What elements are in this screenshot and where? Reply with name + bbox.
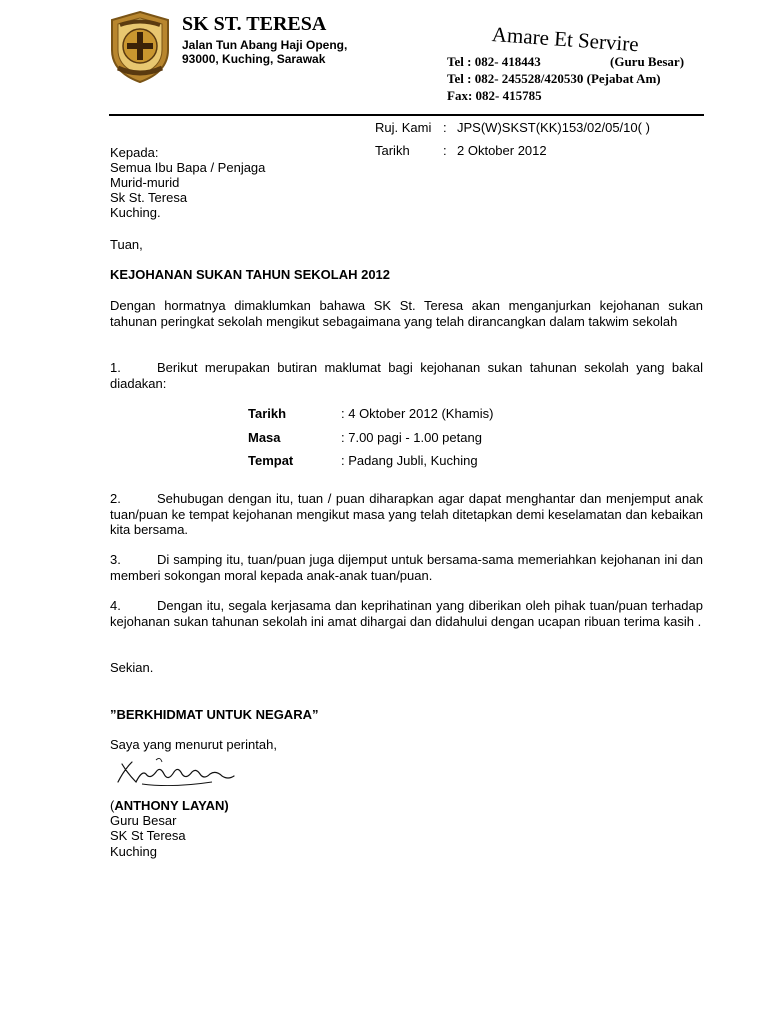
paragraph-4 [110,598,703,629]
paragraph-number: 1. [110,360,121,375]
paragraph-text: Di samping itu, tuan/puan juga dijemput untuk bersama-sama memeriahkan kejohanan ini dan memberi sokongan moral kepada anak-anak tuan/puan. [110,552,703,583]
signatory-title: Guru Besar [110,813,177,828]
recipient-line: Semua Ibu Bapa / Penjaga [110,160,266,175]
signatory-name: (ANTHONY LAYAN) [110,798,229,813]
address-line-1: Jalan Tun Abang Haji Openg, [182,38,348,52]
paragraph-text: Berikut merupakan butiran maklumat bagi kejohanan sukan tahunan sekolah yang bakal diadakan: [110,360,703,391]
ref-colon: : [443,120,447,135]
tel-office: Tel : 082- 245528/420530 (Pejabat Am) [447,71,661,86]
date-value: 2 Oktober 2012 [457,143,547,158]
date-colon: : [443,143,447,158]
paragraph-text: Dengan itu, segala kerjasama dan keprihatinan yang diberikan oleh pihak tuan/puan terhadap kejohanan sukan tahunan sekolah ini amat dihargai dan didahului dengan ucapan ribuan terima kasih . [110,598,703,629]
event-venue-label: Tempat [248,453,294,468]
school-motto: Amare Et Servire [491,22,640,57]
ref-value: JPS(W)SKST(KK)153/02/05/10( ) [457,120,650,135]
paragraph-3 [110,552,703,583]
closing-sekian: Sekian. [110,660,154,675]
recipient-line: Sk St. Teresa [110,190,188,205]
signatory-city: Kuching [110,844,157,859]
intro-paragraph: Dengan hormatnya dimaklumkan bahawa SK St. Teresa akan menganjurkan kejohanan sukan tahunan peringkat sekolah mengikut sebagaimana yang telah dirancangkan dalam takwim sekolah [110,298,703,329]
paragraph-1 [110,360,703,391]
paragraph-number: 3. [110,552,121,567]
closing-slogan: ”BERKHIDMAT UNTUK NEGARA” [110,707,319,722]
signatory-school: SK St Teresa [110,828,186,843]
date-label: Tarikh [375,143,410,158]
event-time-value: : 7.00 pagi - 1.00 petang [341,430,482,445]
paragraph-number: 2. [110,491,121,506]
handwritten-signature [112,752,252,792]
paragraph-2 [110,491,703,538]
tel-headmaster: Tel : 082- 418443 [447,54,541,69]
school-name: SK ST. TERESA [182,13,327,35]
event-date-value: : 4 Oktober 2012 (Khamis) [341,406,494,421]
ref-label: Ruj. Kami [375,120,432,135]
recipient-line: Kuching. [110,205,161,220]
closing-phrase: Saya yang menurut perintah, [110,737,277,752]
address-line-2: 93000, Kuching, Sarawak [182,52,326,66]
recipient-heading: Kepada: [110,145,159,160]
paragraph-text: Sehubugan dengan itu, tuan / puan diharapkan agar dapat menghantar dan menjemput anak tuan/puan ke tempat kejohanan mengikut masa yang telah ditetapkan demi keselamatan dan kebaikan kita bersama. [110,491,703,537]
fax-number: Fax: 082- 415785 [447,88,542,103]
event-time-label: Masa [248,430,281,445]
letterhead-divider [109,114,704,116]
salutation: Tuan, [110,237,143,252]
letter-subject: KEJOHANAN SUKAN TAHUN SEKOLAH 2012 [110,267,391,282]
tel-headmaster-role: (Guru Besar) [610,54,685,69]
school-crest-logo [108,10,172,84]
event-venue-value: : Padang Jubli, Kuching [341,453,478,468]
event-date-label: Tarikh [248,406,287,421]
paragraph-number: 4. [110,598,121,613]
recipient-line: Murid-murid [110,175,180,190]
